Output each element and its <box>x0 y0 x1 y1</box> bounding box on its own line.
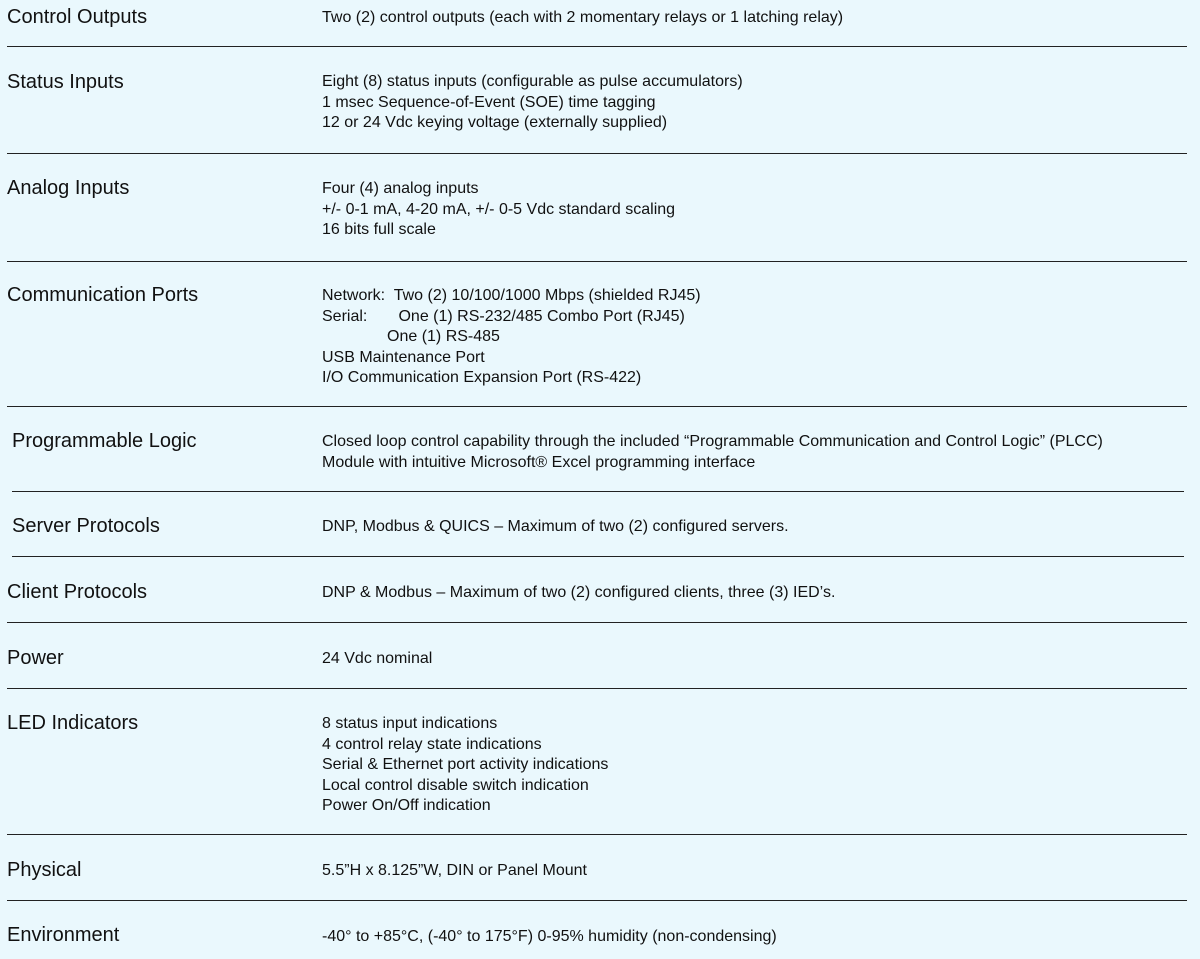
spec-line: Serial: One (1) RS-232/485 Combo Port (RJ45) <box>322 307 685 325</box>
divider <box>7 406 1187 407</box>
divider <box>7 622 1187 623</box>
spec-label: Environment <box>7 924 120 946</box>
spec-line: 8 status input indications <box>322 715 498 732</box>
divider <box>7 688 1187 689</box>
spec-line: Serial & Ethernet port activity indications <box>322 756 609 773</box>
spec-label: Client Protocols <box>7 581 148 603</box>
spec-line: Two (2) control outputs (each with 2 momentary relays or 1 latching relay) <box>322 9 844 26</box>
divider <box>7 153 1187 154</box>
spec-label: Communication Ports <box>7 284 199 306</box>
spec-line: USB Maintenance Port <box>322 348 485 366</box>
divider <box>12 556 1184 557</box>
spec-label: Analog Inputs <box>7 177 130 199</box>
spec-value <box>322 72 743 134</box>
spec-line: One (1) RS-485 <box>387 328 500 345</box>
spec-line: Power On/Off indication <box>322 797 491 814</box>
spec-line: Eight (8) status inputs (configurable as pulse accumulators) <box>322 73 743 90</box>
spec-label: Status Inputs <box>7 71 124 93</box>
spec-line: I/O Communication Expansion Port (RS-422) <box>322 369 642 386</box>
spec-line: 4 control relay state indications <box>322 735 542 753</box>
divider <box>12 491 1184 492</box>
divider <box>7 261 1187 262</box>
spec-label: Programmable Logic <box>12 430 197 452</box>
spec-line: DNP, Modbus & QUICS – Maximum of two (2) configured servers. <box>322 518 789 535</box>
spec-value <box>322 583 835 604</box>
spec-line: 24 Vdc nominal <box>322 650 433 667</box>
spec-line: Network: Two (2) 10/100/1000 Mbps (shielded RJ45) <box>322 287 701 304</box>
spec-value <box>322 179 675 241</box>
spec-value <box>322 286 701 389</box>
spec-value <box>322 714 608 817</box>
spec-label: Control Outputs <box>7 6 148 28</box>
spec-label: Server Protocols <box>12 515 160 537</box>
divider <box>7 834 1187 835</box>
spec-value <box>322 432 1103 473</box>
spec-value <box>322 8 843 29</box>
spec-line: 12 or 24 Vdc keying voltage (externally supplied) <box>322 114 668 131</box>
spec-value <box>322 517 789 538</box>
spec-line: -40° to +85°C, (-40° to 175°F) 0-95% humidity (non-condensing) <box>322 928 777 945</box>
divider <box>7 900 1187 901</box>
spec-line: 1 msec Sequence-of-Event (SOE) time tagging <box>322 93 656 111</box>
spec-line: Local control disable switch indication <box>322 776 589 794</box>
spec-line: Closed loop control capability through the included “Programmable Communication and Control Logic” (PLCC) <box>322 433 1103 450</box>
spec-line: 5.5”H x 8.125”W, DIN or Panel Mount <box>322 862 587 879</box>
spec-line: 16 bits full scale <box>322 221 436 238</box>
spec-line: DNP & Modbus – Maximum of two (2) configured clients, three (3) IED’s. <box>322 584 836 601</box>
spec-label: Physical <box>7 859 82 881</box>
spec-label: Power <box>7 647 64 669</box>
spec-label: LED Indicators <box>7 712 139 734</box>
spec-value <box>322 861 587 882</box>
spec-line: Module with intuitive Microsoft® Excel programming interface <box>322 453 756 471</box>
spec-value <box>322 649 432 670</box>
divider <box>7 46 1187 47</box>
spec-value <box>322 927 777 948</box>
spec-line: +/- 0-1 mA, 4-20 mA, +/- 0-5 Vdc standard scaling <box>322 200 676 218</box>
spec-line: Four (4) analog inputs <box>322 180 479 197</box>
